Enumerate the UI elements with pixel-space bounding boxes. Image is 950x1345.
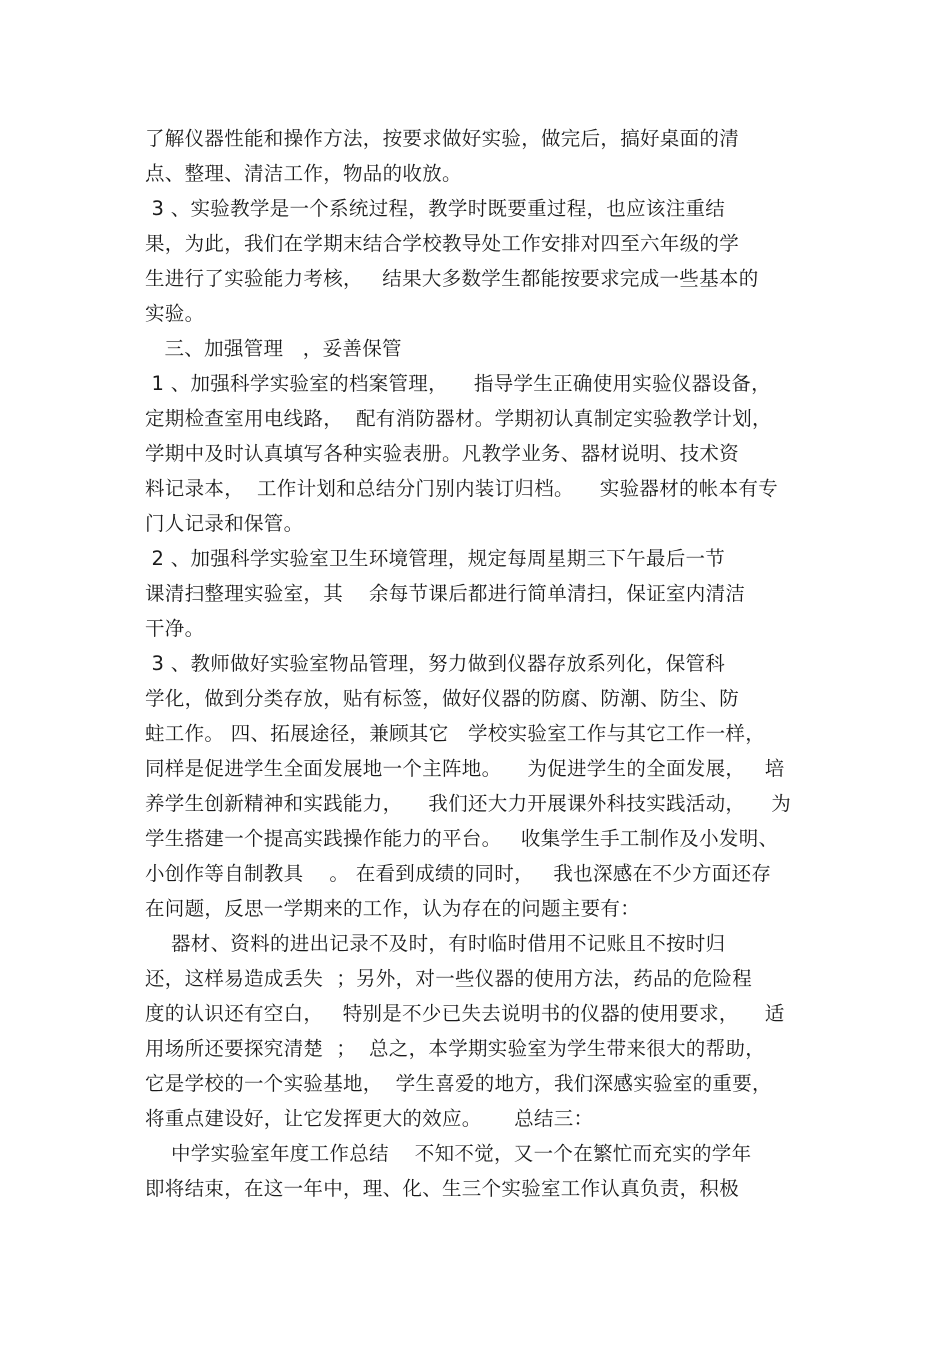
- text-line: 料记录本， 工作计划和总结分门别内装订归档。 实验器材的帐本有专: [145, 477, 778, 500]
- text-line: 干净。: [145, 617, 205, 640]
- text-line: 3 、实验教学是一个系统过程，教学时既要重过程，也应该注重结: [145, 197, 726, 220]
- text-line: 还，这样易造成丢失 ；另外，对一些仪器的使用方法，药品的危险程: [145, 967, 752, 990]
- text-line: 中学实验室年度工作总结 不知不觉，又一个在繁忙而充实的学年: [145, 1142, 752, 1165]
- text-line: 1 、加强科学实验室的档案管理， 指导学生正确使用实验仪器设备，: [145, 372, 771, 395]
- section-heading: 三、加强管理 ，妥善保管: [145, 337, 402, 360]
- text-line: 小创作等自制教具 。 在看到成绩的同时， 我也深感在不少方面还存: [145, 862, 772, 885]
- text-line: 它是学校的一个实验基地， 学生喜爱的地方，我们深感实验室的重要，: [145, 1072, 772, 1095]
- text-line: 门人记录和保管。: [145, 512, 304, 535]
- text-line: 课清扫整理实验室，其 余每节课后都进行简单清扫，保证室内清洁: [145, 582, 746, 605]
- text-line: 果，为此，我们在学期末结合学校教导处工作安排对四至六年级的学: [145, 232, 740, 255]
- text-line: 生进行了实验能力考核， 结果大多数学生都能按要求完成一些基本的: [145, 267, 759, 290]
- text-line: 学生搭建一个提高实践操作能力的平台。 收集学生手工制作及小发明、: [145, 827, 779, 850]
- text-line: 蛀工作。 四、拓展途径，兼顾其它 学校实验室工作与其它工作一样，: [145, 722, 765, 745]
- text-line: 养学生创新精神和实践能力， 我们还大力开展课外科技实践活动， 为: [145, 792, 791, 815]
- text-line: 同样是促进学生全面发展地一个主阵地。 为促进学生的全面发展， 培: [145, 757, 785, 780]
- text-line: 2 、加强科学实验室卫生环境管理，规定每周星期三下午最后一节: [145, 547, 726, 570]
- text-line: 度的认识还有空白， 特别是不少已失去说明书的仪器的使用要求， 适: [145, 1002, 785, 1025]
- text-line: 在问题，反思一学期来的工作，认为存在的问题主要有：: [145, 897, 641, 920]
- text-line: 将重点建设好，让它发挥更大的效应。 总结三：: [145, 1107, 594, 1130]
- text-line: 器材、资料的进出记录不及时，有时临时借用不记账且不按时归: [145, 932, 726, 955]
- text-line: 定期检查室用电线路， 配有消防器材。学期初认真制定实验教学计划，: [145, 407, 772, 430]
- text-line: 用场所还要探究清楚 ； 总之，本学期实验室为学生带来很大的帮助，: [145, 1037, 765, 1060]
- text-line: 学化，做到分类存放，贴有标签，做好仪器的防腐、防潮、防尘、防: [145, 687, 740, 710]
- text-line: 学期中及时认真填写各种实验表册。凡教学业务、器材说明、技术资: [145, 442, 740, 465]
- text-line: 了解仪器性能和操作方法，按要求做好实验，做完后，搞好桌面的清: [145, 127, 740, 150]
- text-line: 实验。: [145, 302, 205, 325]
- text-line: 即将结束，在这一年中，理、化、生三个实验室工作认真负责，积极: [145, 1177, 740, 1200]
- text-line: 点、整理、清洁工作，物品的收放。: [145, 162, 462, 185]
- text-line: 3 、教师做好实验室物品管理，努力做到仪器存放系列化，保管科: [145, 652, 726, 675]
